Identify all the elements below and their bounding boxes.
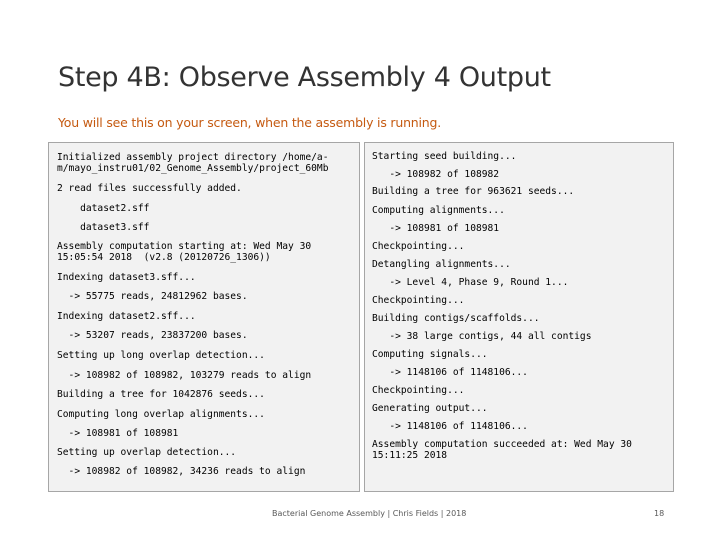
output-line: Initialized assembly project directory /home/a- (57, 152, 329, 163)
output-line: Detangling alignments... (372, 259, 511, 270)
output-line: Building a tree for 963621 seeds... (372, 186, 575, 197)
output-line: 2 read files successfully added. (57, 183, 242, 194)
output-line: Checkpointing... (372, 295, 465, 306)
output-line: dataset2.sff (57, 203, 150, 214)
output-line: Computing long overlap alignments... (57, 409, 265, 420)
output-line: Assembly computation succeeded at: Wed May 30 (372, 439, 632, 450)
output-line: dataset3.sff (57, 222, 150, 233)
terminal-output-right (364, 142, 674, 492)
output-line: -> 1148106 of 1148106... (372, 367, 528, 378)
output-line: -> 1148106 of 1148106... (372, 421, 528, 432)
output-line: Starting seed building... (372, 151, 517, 162)
output-line: m/mayo_instru01/02_Genome_Assembly/project_60Mb (57, 163, 329, 174)
output-line: Generating output... (372, 403, 488, 414)
output-line: Indexing dataset2.sff... (57, 311, 196, 322)
output-line: Building a tree for 1042876 seeds... (57, 389, 265, 400)
output-line: -> 55775 reads, 24812962 bases. (57, 291, 248, 302)
slide-subtitle: You will see this on your screen, when the assembly is running. (58, 115, 442, 130)
output-line: Setting up long overlap detection... (57, 350, 265, 361)
output-line: Computing alignments... (372, 205, 505, 216)
output-line: -> 108981 of 108981 (372, 223, 500, 234)
output-line: -> 108982 of 108982, 34236 reads to align (57, 466, 306, 477)
output-line: Setting up overlap detection... (57, 447, 237, 458)
output-line: 15:11:25 2018 (372, 450, 448, 461)
output-line: Checkpointing... (372, 241, 465, 252)
output-line: -> 108982 of 108982, 103279 reads to align (57, 370, 312, 381)
output-line: -> 108982 of 108982 (372, 169, 500, 180)
output-line: 15:05:54 2018 (v2.8 (20120726_1306)) (57, 252, 271, 263)
page-number: 18 (654, 509, 665, 518)
output-line: -> 108981 of 108981 (57, 428, 179, 439)
output-line: -> 53207 reads, 23837200 bases. (57, 330, 248, 341)
output-line: Assembly computation starting at: Wed May 30 (57, 241, 312, 252)
output-line: Building contigs/scaffolds... (372, 313, 540, 324)
output-line: Computing signals... (372, 349, 488, 360)
output-line: Indexing dataset3.sff... (57, 272, 196, 283)
output-line: -> Level 4, Phase 9, Round 1... (372, 277, 569, 288)
output-line: Checkpointing... (372, 385, 465, 396)
terminal-output-left (48, 142, 360, 492)
slide-title: Step 4B: Observe Assembly 4 Output (58, 62, 551, 93)
slide-footer: Bacterial Genome Assembly | Chris Fields | 2018 (272, 509, 467, 518)
output-line: -> 38 large contigs, 44 all contigs (372, 331, 592, 342)
